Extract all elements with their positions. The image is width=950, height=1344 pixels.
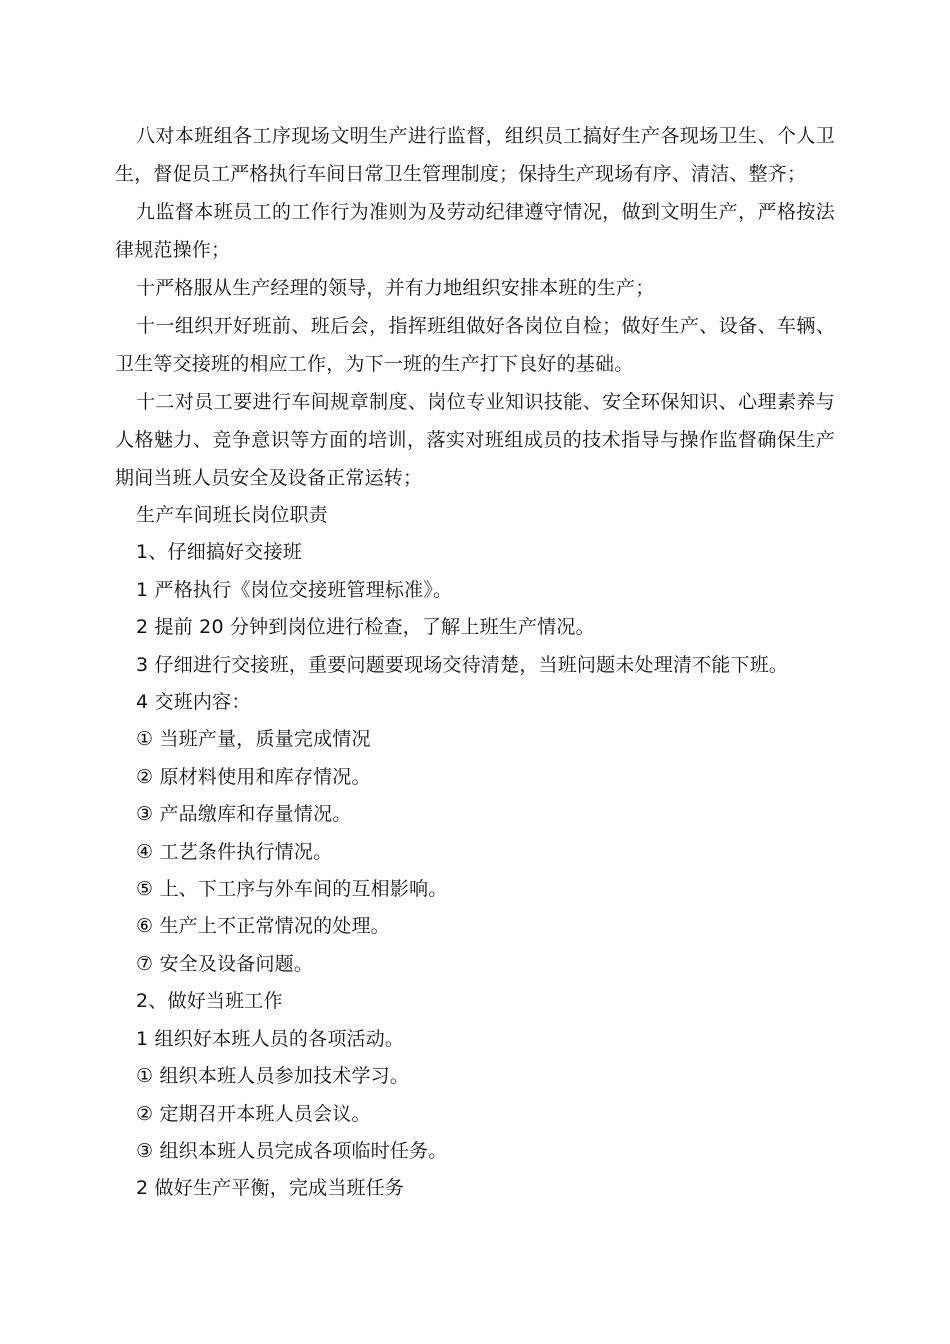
section-title: 生产车间班长岗位职责	[136, 504, 329, 526]
paragraph-item-9: 九监督本班员工的工作行为准则为及劳动纪律遵守情况，做到文明生产，严格按法律规范操作；	[115, 201, 835, 261]
sub-list-item: ③ 产品缴库和存量情况。	[136, 803, 352, 826]
section-heading-handover: 1、仔细搞好交接班	[136, 541, 302, 564]
paragraph-item-12: 十二对员工要进行车间规章制度、岗位专业知识技能、安全环保知识、心理素养与人格魅力、竞争意识等方面的培训，落实对班组成员的技术指导与操作监督确保生产期间当班人员安全及设备正常运转；	[115, 391, 835, 489]
list-item: 1 严格执行《岗位交接班管理标准》。	[136, 578, 453, 601]
list-item: 2 做好生产平衡，完成当班任务	[136, 1177, 405, 1200]
section-heading-duty: 2、做好当班工作	[136, 990, 283, 1013]
list-item: 4 交班内容：	[136, 691, 251, 714]
list-item: 3 仔细进行交接班，重要问题要现场交待清楚，当班问题未处理清不能下班。	[136, 653, 789, 676]
paragraph-item-11: 十一组织开好班前、班后会，指挥班组做好各岗位自检；做好生产、设备、车辆、卫生等交接班的相应工作，为下一班的生产打下良好的基础。	[115, 315, 835, 375]
paragraph-item-8: 八对本班组各工序现场文明生产进行监督，组织员工搞好生产各现场卫生、个人卫生，督促员工严格执行车间日常卫生管理制度；保持生产现场有序、清洁、整齐；	[115, 125, 835, 185]
list-item: 1 组织好本班人员的各项活动。	[136, 1027, 405, 1050]
sub-list-item: ① 当班产量，质量完成情况	[136, 728, 371, 751]
sub-list-item: ⑤ 上、下工序与外车间的互相影响。	[136, 878, 448, 901]
sub-list-item: ③ 组织本班人员完成各项临时任务。	[136, 1139, 448, 1162]
sub-list-item: ① 组织本班人员参加技术学习。	[136, 1065, 410, 1088]
sub-list-item: ② 定期召开本班人员会议。	[136, 1102, 371, 1125]
sub-list-item: ⑥ 生产上不正常情况的处理。	[136, 915, 390, 938]
sub-list-item: ⑦ 安全及设备问题。	[136, 952, 314, 975]
paragraph-item-10: 十严格服从生产经理的领导，并有力地组织安排本班的生产；	[136, 277, 655, 299]
sub-list-item: ② 原材料使用和库存情况。	[136, 765, 371, 788]
document-body	[115, 117, 835, 1208]
list-item: 2 提前 20 分钟到岗位进行检查，了解上班生产情况。	[136, 616, 595, 639]
sub-list-item: ④ 工艺条件执行情况。	[136, 840, 333, 863]
